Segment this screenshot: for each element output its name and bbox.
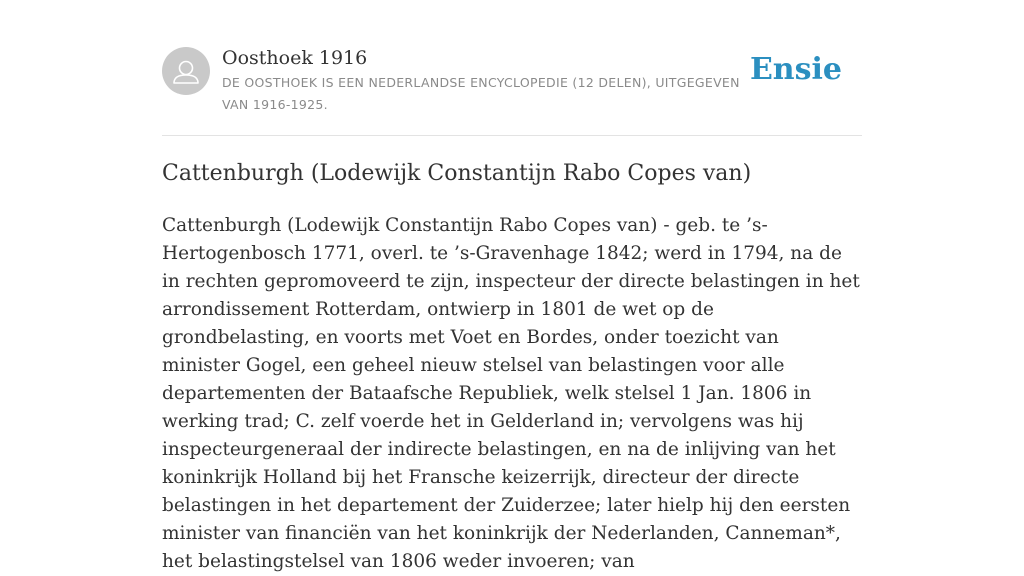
source-description: DE OOSTHOEK IS EEN NEDERLANDSE ENCYCLOPEDIE (12 DELEN), UITGEGEVEN VAN 1916-1925. (222, 75, 740, 112)
ensie-logo[interactable]: Ensie (749, 52, 842, 87)
user-icon (162, 47, 210, 95)
page (162, 0, 862, 572)
avatar[interactable] (162, 47, 210, 95)
article-title: Cattenburgh (Lodewijk Constantijn Rabo Copes van) (162, 161, 752, 186)
source-name[interactable]: Oosthoek 1916 (222, 47, 368, 69)
source-header (162, 0, 862, 136)
article-body: Cattenburgh (Lodewijk Constantijn Rabo Copes van) - geb. te ’s-Hertogenbosch 1771, overl. te ’s-Gravenhage 1842; werd in 1794, na de in rechten gepromoveerd te zijn, inspecteur der directe belastingen in het arrondissement Rotterdam, ontwierp in 1801 de wet op de grondbelasting, en voorts met Voet en Bordes, onder toezicht van minister Gogel, een geheel nieuw stelsel van belastingen voor alle departementen der Bataafsche Republiek, welk stelsel 1 Jan. 1806 in werking trad; C. zelf voerde het in Gelderland in; vervolgens was hij inspecteurgeneraal der indirecte belastingen, en na de inlijving van het koninkrijk Holland bij het Fransche keizerrijk, directeur der directe belastingen in het departement der Zuiderzee; later hielp hij den eersten minister van financiën van het koninkrijk der Nederlanden, Canneman*, het belastingstelsel van 1806 weder invoeren; van (162, 215, 860, 572)
